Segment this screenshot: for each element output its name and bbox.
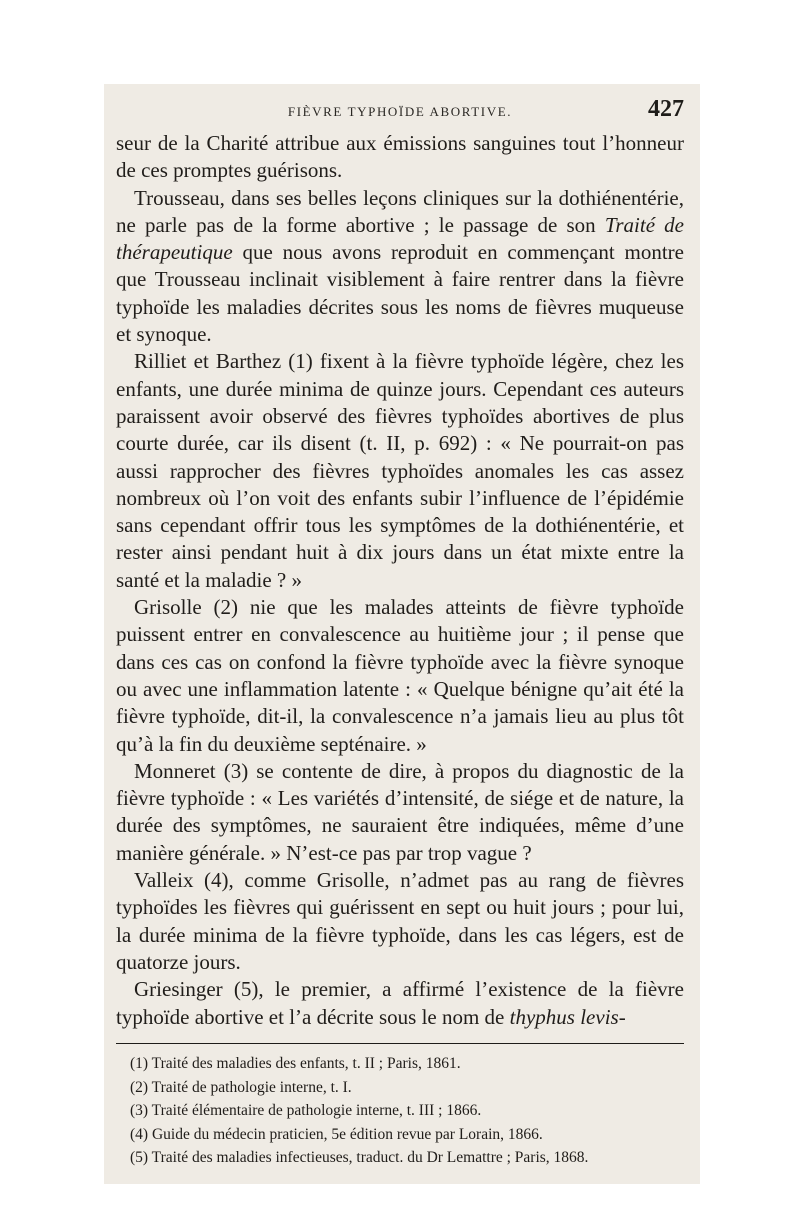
footnote-1: (1) Traité des maladies des enfants, t. II ; Paris, 1861. (130, 1055, 461, 1072)
footnotes (130, 1052, 690, 1170)
running-title: FIÈVRE TYPHOÏDE ABORTIVE. (287, 104, 513, 119)
paragraph-6-text: Valleix (4), comme Grisolle, n’admet pas au rang de fièvres typhoïdes les fièvres qui guérissent en sept ou huit jours ; pour lui, la durée minima de la fièvre typhoïde, dans les cas légers, est de quatorze jours. (116, 868, 684, 974)
book-title-italic: Traité de thérapeutique (116, 212, 684, 265)
paragraph-3-text: Rilliet et Barthez (1) fixent à la fièvre typhoïde légère, chez les enfants, une durée minima de quinze jours. Cependant ces auteurs paraissent avoir observé des fièvres typhoïdes abortives de plus courte durée, car ils disent (t. II, p. 692) : « Ne pourrait-on pas aussi rapprocher des fièvres typhoïdes anomales les cas assez nombreux où l’on voit des enfants subir l’influence de l’épidémie sans cependant offrir tous les symptômes de la dothiénentérie, et rester ainsi pendant huit à dix jours dans un état mixte entre la santé et la maladie ? » (116, 349, 684, 592)
footnote-rule (116, 1043, 684, 1044)
paragraph-5 (116, 758, 684, 867)
body-text (116, 130, 684, 1031)
paragraph-2-text-b: que nous avons reproduit en commençant montre que Trousseau inclinait visiblement à faire rentrer dans la fièvre typhoïde les maladies décrites sous les noms de fièvres muqueuse et synoque. (116, 240, 684, 347)
footnote-2: (2) Traité de pathologie interne, t. I. (130, 1078, 352, 1096)
footnote-4: (4) Guide du médecin praticien, 5e édition revue par Lorain, 1866. (130, 1125, 543, 1143)
paragraph-7-text-a: Griesinger (5), le premier, a affirmé l’existence de la fièvre typhoïde abortive et l’a décrite sous le nom de (116, 977, 684, 1029)
paragraph-1-text: seur de la Charité attribue aux émissions sanguines tout l’honneur de ces promptes guérisons. (116, 131, 684, 183)
page-number: 427 (648, 96, 684, 122)
paragraph-7 (116, 976, 684, 1031)
paragraph-2 (116, 185, 684, 349)
term-italic: thyphus levis- (509, 1004, 626, 1029)
footnote-3: (3) Traité élémentaire de pathologie interne, t. III ; 1866. (130, 1102, 482, 1119)
paragraph-1 (116, 130, 684, 185)
paragraph-2-text-a: Trousseau, dans ses belles leçons cliniques sur la dothiénentérie, ne parle pas de la forme abortive ; le passage de son (116, 185, 684, 237)
footnote-5: (5) Traité des maladies infectieuses, traduct. du Dr Lemattre ; Paris, 1868. (130, 1149, 589, 1166)
paragraph-5-text: Monneret (3) se contente de dire, à propos du diagnostic de la fièvre typhoïde : « Les variétés d’intensité, de siége et de nature, la durée des symptômes, ne sauraient être indiquées, même d’une manière générale. » N’est-ce pas par trop vague ? (116, 758, 684, 865)
paragraph-4-text: Grisolle (2) nie que les malades atteints de fièvre typhoïde puissent entrer en convalescence au huitième jour ; il pense que dans ces cas on confond la fièvre typhoïde avec la fièvre synoque ou avec une inflammation latente : « Quelque bénigne qu’ait été la fièvre typhoïde, dit-il, la convalescence n’a jamais lieu au plus tôt qu’à la fin du deuxième septénaire. » (116, 595, 684, 756)
paragraph-3 (116, 348, 684, 594)
paragraph-4 (116, 594, 684, 758)
running-head (116, 96, 684, 126)
paragraph-6 (116, 867, 684, 976)
